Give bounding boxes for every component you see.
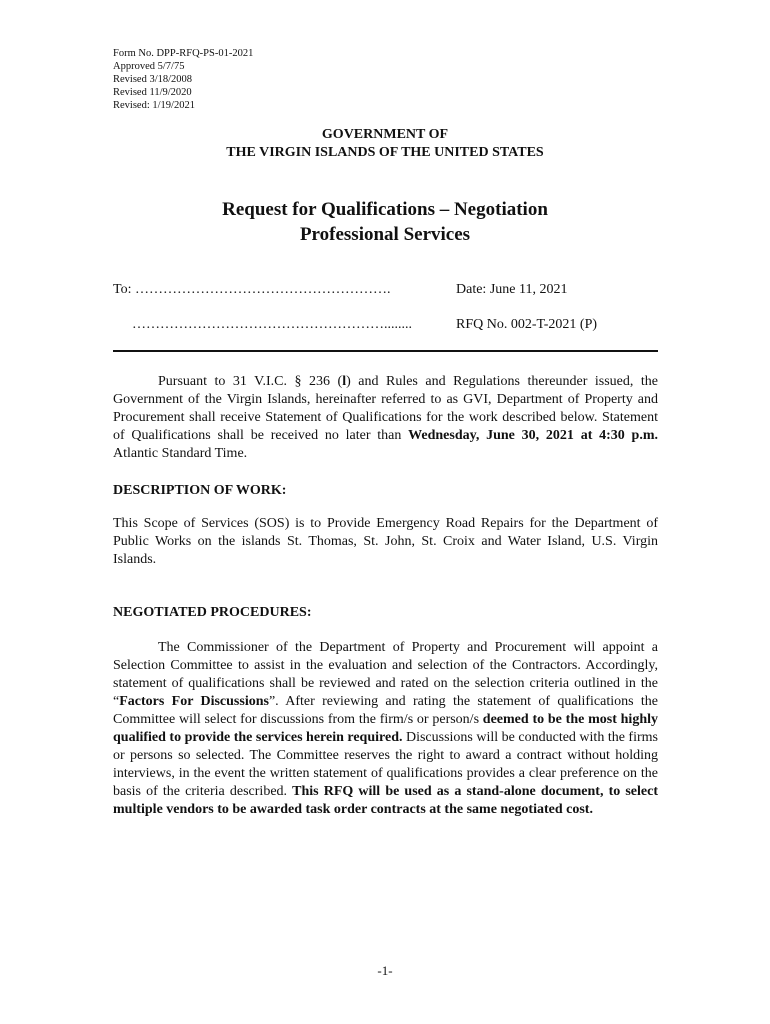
negotiated-bold-2: deemed to be the most highly qualified to provide the services herein required. xyxy=(113,712,658,745)
document-title xyxy=(0,197,770,247)
rfq-number: RFQ No. 002-T-2021 (P) xyxy=(456,317,598,332)
horizontal-rule xyxy=(113,350,658,352)
form-metadata xyxy=(113,47,253,112)
form-number: Form No. DPP-RFQ-PS-01-2021 xyxy=(113,48,254,59)
government-header-line2: THE VIRGIN ISLANDS OF THE UNITED STATES xyxy=(226,145,544,160)
pursuant-paragraph xyxy=(113,373,658,463)
to-field-line2: ………………………………………………........ xyxy=(132,317,412,332)
revised-date-2: Revised 11/9/2020 xyxy=(113,87,192,98)
revised-date-3: Revised: 1/19/2021 xyxy=(113,100,195,111)
pursuant-bold-1: l xyxy=(342,374,347,389)
government-header-line1: GOVERNMENT OF xyxy=(321,127,449,142)
negotiated-text-3: Discussions will be conducted with the firms or persons so selected. The Committee reserves the right to award a contract without holding interviews, in the event the written statement of qualifications provides a clear preference on the basis of the criteria described. xyxy=(113,730,658,799)
negotiated-heading: NEGOTIATED PROCEDURES: xyxy=(113,605,312,620)
pursuant-text-3: Atlantic Standard Time. xyxy=(113,446,248,461)
date-field: Date: June 11, 2021 xyxy=(456,282,568,297)
document-title-line2: Professional Services xyxy=(299,224,471,245)
description-heading: DESCRIPTION OF WORK: xyxy=(113,483,287,498)
negotiated-paragraph xyxy=(113,639,658,819)
pursuant-deadline: Wednesday, June 30, 2021 at 4:30 p.m. xyxy=(408,428,659,443)
revised-date-1: Revised 3/18/2008 xyxy=(113,74,193,85)
government-header xyxy=(0,126,770,162)
description-paragraph: This Scope of Services (SOS) is to Provide Emergency Road Repairs for the Department of Public Works on the islands St. Thomas, St. John, St. Croix and Water Island, U.S. Virgin Islands. xyxy=(113,516,658,567)
negotiated-text-2: ”. After reviewing and rating the statement of qualifications the Committee will select for discussions from the firm/s or person/s xyxy=(113,694,659,727)
document-title-line1: Request for Qualifications – Negotiation xyxy=(222,199,548,220)
to-field: To: ………………………………………………. xyxy=(113,282,391,297)
negotiated-bold-3: This RFQ will be used as a stand-alone document, to select multiple vendors to be awarded task order contracts at the same negotiated cost. xyxy=(113,784,658,817)
pursuant-text-1: Pursuant to 31 V.I.C. § 236 ( xyxy=(158,374,343,389)
negotiated-text-1: The Commissioner of the Department of Property and Procurement will appoint a Selection Committee to assist in the evaluation and selection of the Contractors. Accordingly, statement of qualifications shall be reviewed and rated on the selection criteria outlined in the “ xyxy=(113,640,658,709)
negotiated-bold-1: Factors For Discussions xyxy=(119,694,269,709)
approved-date: Approved 5/7/75 xyxy=(113,61,185,72)
pursuant-text-2: ) and Rules and Regulations thereunder issued, the Government of the Virgin Islands, hereinafter referred to as GVI, Department of Property and Procurement shall receive Statement of Qualifications for the work described below. Statement of Qualifications shall be received no later than xyxy=(113,374,658,443)
page-number: -1- xyxy=(377,963,393,978)
